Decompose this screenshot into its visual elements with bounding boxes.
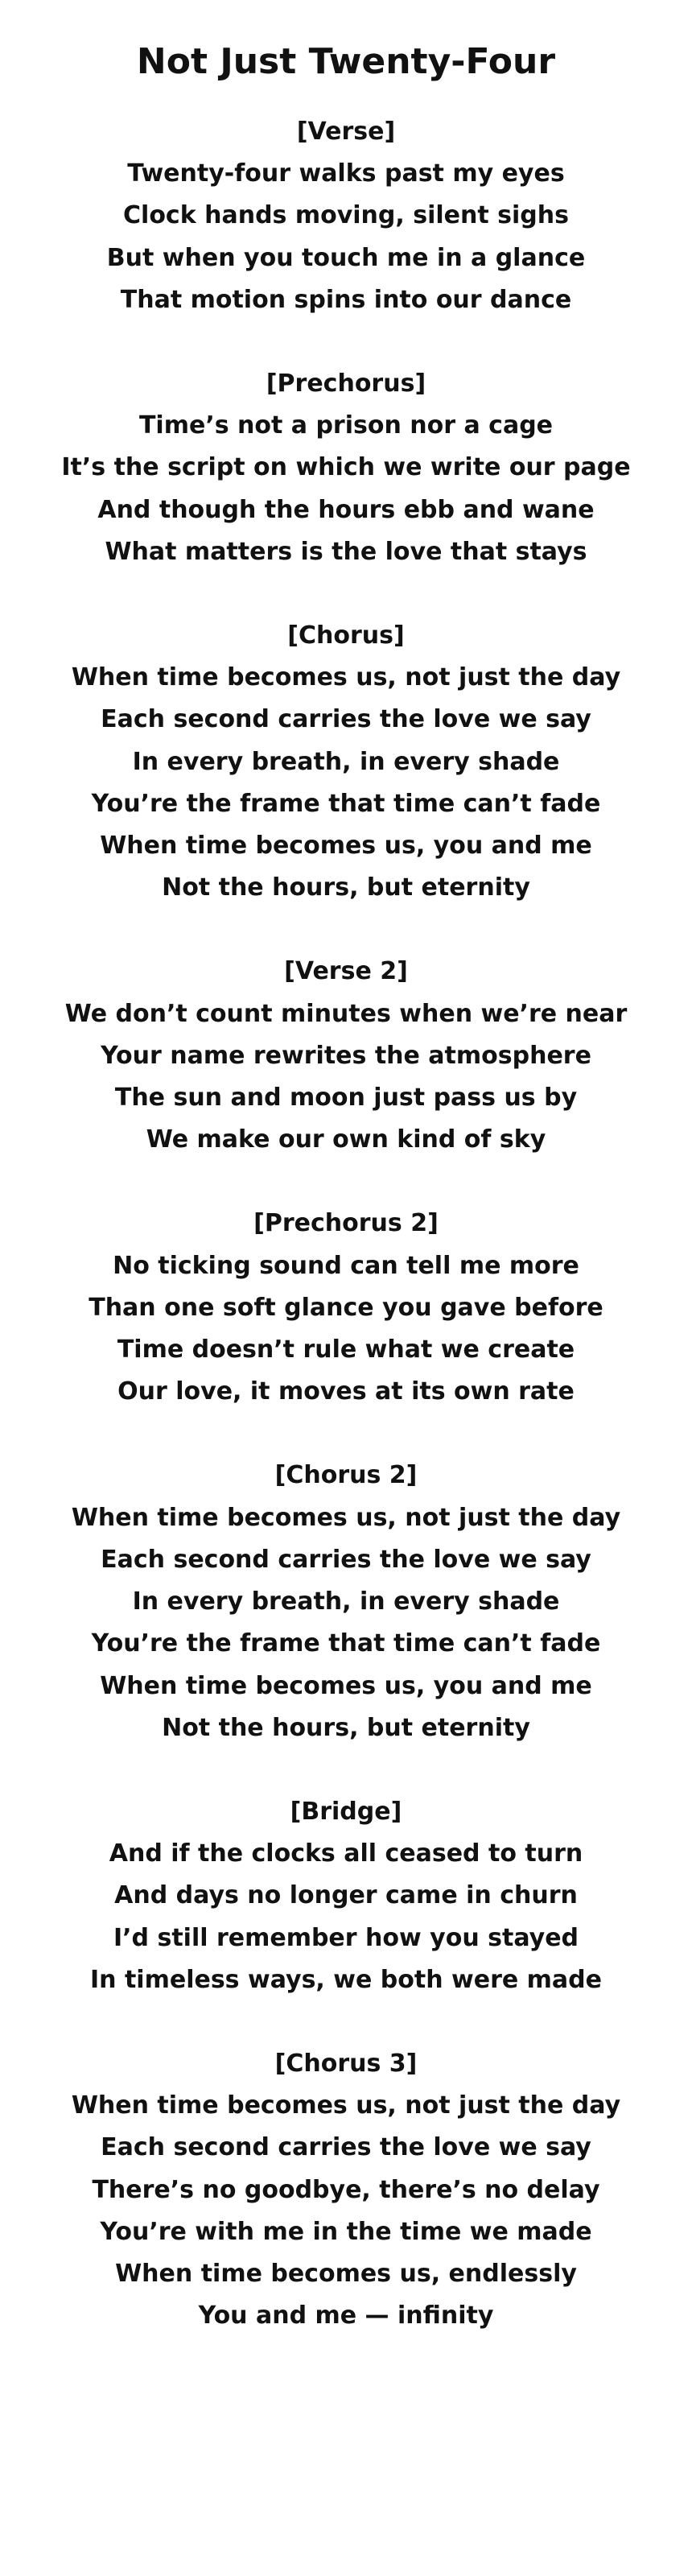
lyric-line: In every breath, in every shade bbox=[132, 747, 560, 776]
lyric-line: And days no longer came in churn bbox=[114, 1881, 578, 1910]
lyrics-section bbox=[0, 1791, 692, 2001]
lyric-line: You’re the frame that time can’t fade bbox=[91, 1629, 601, 1658]
section-header: [Bridge] bbox=[290, 1797, 402, 1826]
lyric-line: Twenty-four walks past my eyes bbox=[127, 159, 565, 188]
section-header: [Chorus] bbox=[287, 621, 405, 650]
section-header: [Verse] bbox=[296, 118, 396, 146]
lyric-line: Time doesn’t rule what we create bbox=[117, 1335, 575, 1364]
lyric-line: Than one soft glance you gave before bbox=[89, 1293, 603, 1322]
lyrics-section bbox=[0, 615, 692, 909]
lyrics-section bbox=[0, 363, 692, 573]
section-header: [Chorus 2] bbox=[274, 1461, 418, 1490]
lyric-line: Each second carries the love we say bbox=[101, 1545, 591, 1574]
lyric-line: But when you touch me in a glance bbox=[106, 243, 586, 272]
lyric-line: In every breath, in every shade bbox=[132, 1587, 560, 1616]
lyric-line: Each second carries the love we say bbox=[101, 705, 591, 734]
lyric-line: And if the clocks all ceased to turn bbox=[109, 1839, 583, 1868]
section-header: [Prechorus] bbox=[266, 369, 426, 398]
lyric-line: Your name rewrites the atmosphere bbox=[101, 1041, 591, 1070]
lyric-line: When time becomes us, you and me bbox=[100, 1671, 592, 1700]
lyrics-section bbox=[0, 1455, 692, 1748]
lyric-line: Not the hours, but eternity bbox=[162, 873, 530, 902]
lyric-line: We make our own kind of sky bbox=[146, 1125, 546, 1154]
song-title: Not Just Twenty-Four bbox=[136, 41, 556, 82]
lyric-line: You and me — infinity bbox=[198, 2301, 494, 2330]
section-header: [Verse 2] bbox=[284, 957, 408, 986]
lyrics-section bbox=[0, 111, 692, 321]
lyrics-section bbox=[0, 951, 692, 1161]
lyric-line: Time’s not a prison nor a cage bbox=[138, 411, 554, 440]
lyric-line: In timeless ways, we both were made bbox=[90, 1965, 602, 1994]
lyric-line: That motion spins into our dance bbox=[120, 285, 572, 314]
lyric-line: There’s no goodbye, there’s no delay bbox=[92, 2175, 600, 2204]
lyric-line: You’re with me in the time we made bbox=[100, 2217, 592, 2246]
lyrics-section bbox=[0, 2043, 692, 2337]
section-header: [Chorus 3] bbox=[274, 2049, 418, 2078]
lyrics-body bbox=[0, 111, 692, 2337]
lyric-line: And though the hours ebb and wane bbox=[97, 495, 595, 524]
section-header: [Prechorus 2] bbox=[253, 1209, 439, 1238]
lyric-line: When time becomes us, endlessly bbox=[115, 2259, 577, 2288]
lyric-line: The sun and moon just pass us by bbox=[114, 1084, 578, 1113]
lyrics-section bbox=[0, 1203, 692, 1413]
lyric-line: Clock hands moving, silent sighs bbox=[123, 201, 569, 230]
lyric-line: When time becomes us, not just the day bbox=[71, 1503, 621, 1532]
lyric-line: When time becomes us, not just the day bbox=[71, 663, 621, 692]
lyric-line: We don’t count minutes when we’re near bbox=[64, 999, 628, 1028]
lyric-line: When time becomes us, you and me bbox=[100, 832, 592, 861]
lyric-line: Each second carries the love we say bbox=[101, 2133, 591, 2162]
lyric-line: Our love, it moves at its own rate bbox=[117, 1377, 575, 1406]
lyric-line: You’re the frame that time can’t fade bbox=[91, 789, 601, 818]
lyric-line: It’s the script on which we write our page bbox=[61, 453, 631, 482]
lyric-line: What matters is the love that stays bbox=[105, 537, 587, 566]
lyric-line: No ticking sound can tell me more bbox=[113, 1251, 579, 1280]
lyric-line: When time becomes us, not just the day bbox=[71, 2091, 621, 2120]
lyric-line: I’d still remember how you stayed bbox=[113, 1923, 579, 1952]
lyric-line: Not the hours, but eternity bbox=[162, 1713, 530, 1742]
